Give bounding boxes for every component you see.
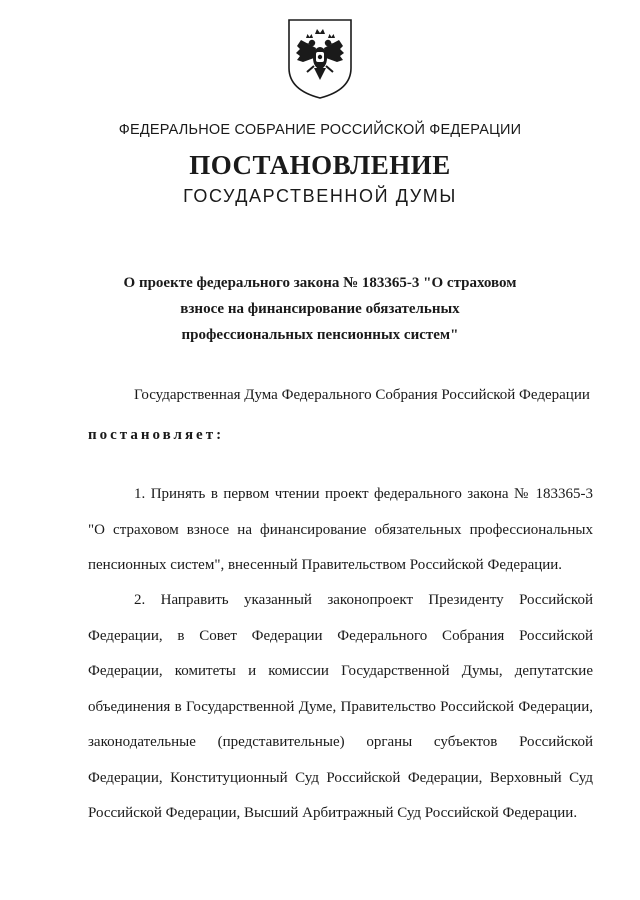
decides-heading: постановляет: (88, 427, 225, 443)
subject-line: О проекте федерального закона № 183365-3 "О страховом (123, 275, 517, 291)
coat-of-arms-emblem (287, 18, 353, 100)
issuing-body-subtitle: ГОСУДАРСТВЕННОЙ ДУМЫ (183, 186, 457, 206)
resolution-item-1: 1. Принять в первом чтении проект федерального закона № 183365-3 "О страховом взносе на финансирование обязательных профессиональных пенсионных систем", внесенный Правительством Российской Федерации. (88, 486, 593, 573)
double-headed-eagle-icon (287, 18, 353, 100)
resolution-item-2: 2. Направить указанный законопроект Президенту Российской Федерации, в Совет Федерации Федерального Собрания Российской Федерации, комитеты и комиссии Государственной Думы, депутатские объединения в Государственной Думе, Правительство Российской Федерации, законодательные (представительные) органы субъектов Российской Федерации, Конституционный Суд Российской Федерации, Верховный Суд Российской Федерации, Высший Арбитражный Суд Российской Федерации. (88, 592, 593, 821)
subject-line: профессиональных пенсионных систем" (181, 327, 459, 343)
parliament-name: ФЕДЕРАЛЬНОЕ СОБРАНИЕ РОССИЙСКОЙ ФЕДЕРАЦИИ (118, 122, 522, 138)
preamble-paragraph: Государственная Дума Федерального Собрания Российской Федерации (134, 387, 590, 403)
subject-line: взносе на финансирование обязательных (180, 301, 460, 317)
document-type-title: ПОСТАНОВЛЕНИЕ (189, 150, 451, 180)
resolution-subject (80, 270, 560, 348)
